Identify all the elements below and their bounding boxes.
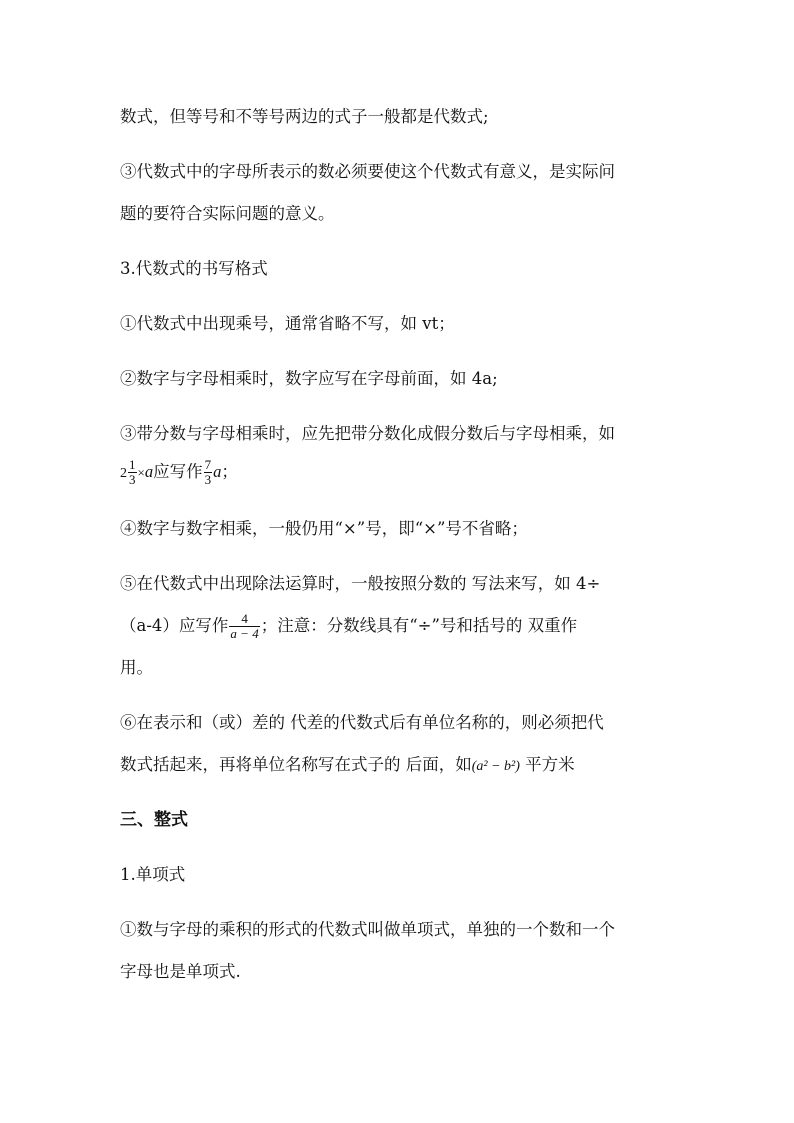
paragraph-line: ③带分数与字母相乘时，应先把带分数化成假分数后与字母相乘，如: [120, 424, 615, 443]
text-segment: ；: [221, 462, 238, 481]
text-segment: ；注意：分数线具有“÷”号和括号的 双重作: [260, 616, 578, 635]
paragraph-line: ⑥在表示和（或）差的 代差的代数式后有单位名称的，则必须把代: [120, 713, 604, 732]
fraction-denominator: 3: [129, 472, 136, 487]
math-line: [120, 754, 680, 778]
paragraph-line: 1.单项式: [120, 865, 186, 884]
paragraph-line: ③代数式中的字母所表示的数必须要使这个代数式有意义，是实际问: [120, 162, 615, 181]
paragraph-line: 字母也是单项式.: [120, 962, 241, 981]
math-variable: a: [213, 462, 222, 481]
fraction-numerator: 7: [204, 457, 212, 472]
text-segment: 平方米: [519, 755, 575, 774]
paragraph-line: 用。: [120, 658, 153, 677]
fraction-denominator: 3: [204, 472, 212, 487]
fraction-numerator: 1: [129, 457, 136, 472]
math-expression: (a² − b²): [471, 759, 520, 774]
mixed-number-whole: 2: [120, 466, 127, 481]
paragraph-line: 3.代数式的书写格式: [120, 259, 268, 278]
fraction-denominator: a − 4: [230, 626, 259, 641]
paragraph-line: ①代数式中出现乘号，通常省略不写，如 vt；: [120, 314, 455, 333]
fraction: [128, 458, 137, 487]
times-symbol: ×: [137, 465, 145, 480]
text-segment: 数式括起来，再将单位名称写在式子的 后面，如: [120, 755, 472, 774]
paragraph-line: ②数字与字母相乘时，数字应写在字母前面，如 4a;: [120, 369, 498, 388]
paragraph-line: 数式，但等号和不等号两边的式子一般都是代数式;: [120, 107, 489, 126]
math-line: [120, 612, 680, 641]
fraction: [204, 458, 213, 487]
paragraph-line: ⑤在代数式中出现除法运算时，一般按照分数的 写法来写，如 4÷: [120, 574, 601, 593]
paragraph-line: 题的要符合实际问题的意义。: [120, 204, 335, 223]
section-heading: 三、整式: [120, 810, 188, 830]
math-variable: a: [144, 462, 154, 481]
fraction-numerator: 4: [241, 611, 248, 626]
paragraph-line: ④数字与数字相乘，一般仍用“×”号，即“×”号不省略；: [120, 519, 528, 538]
paragraph-line: ①数与字母的乘积的形式的代数式叫做单项式，单独的一个数和一个: [120, 920, 615, 939]
fraction: [229, 612, 259, 641]
text-segment: （a-4）应写作: [120, 616, 229, 635]
text-segment: 应写作: [153, 462, 203, 481]
math-line: [120, 458, 680, 487]
